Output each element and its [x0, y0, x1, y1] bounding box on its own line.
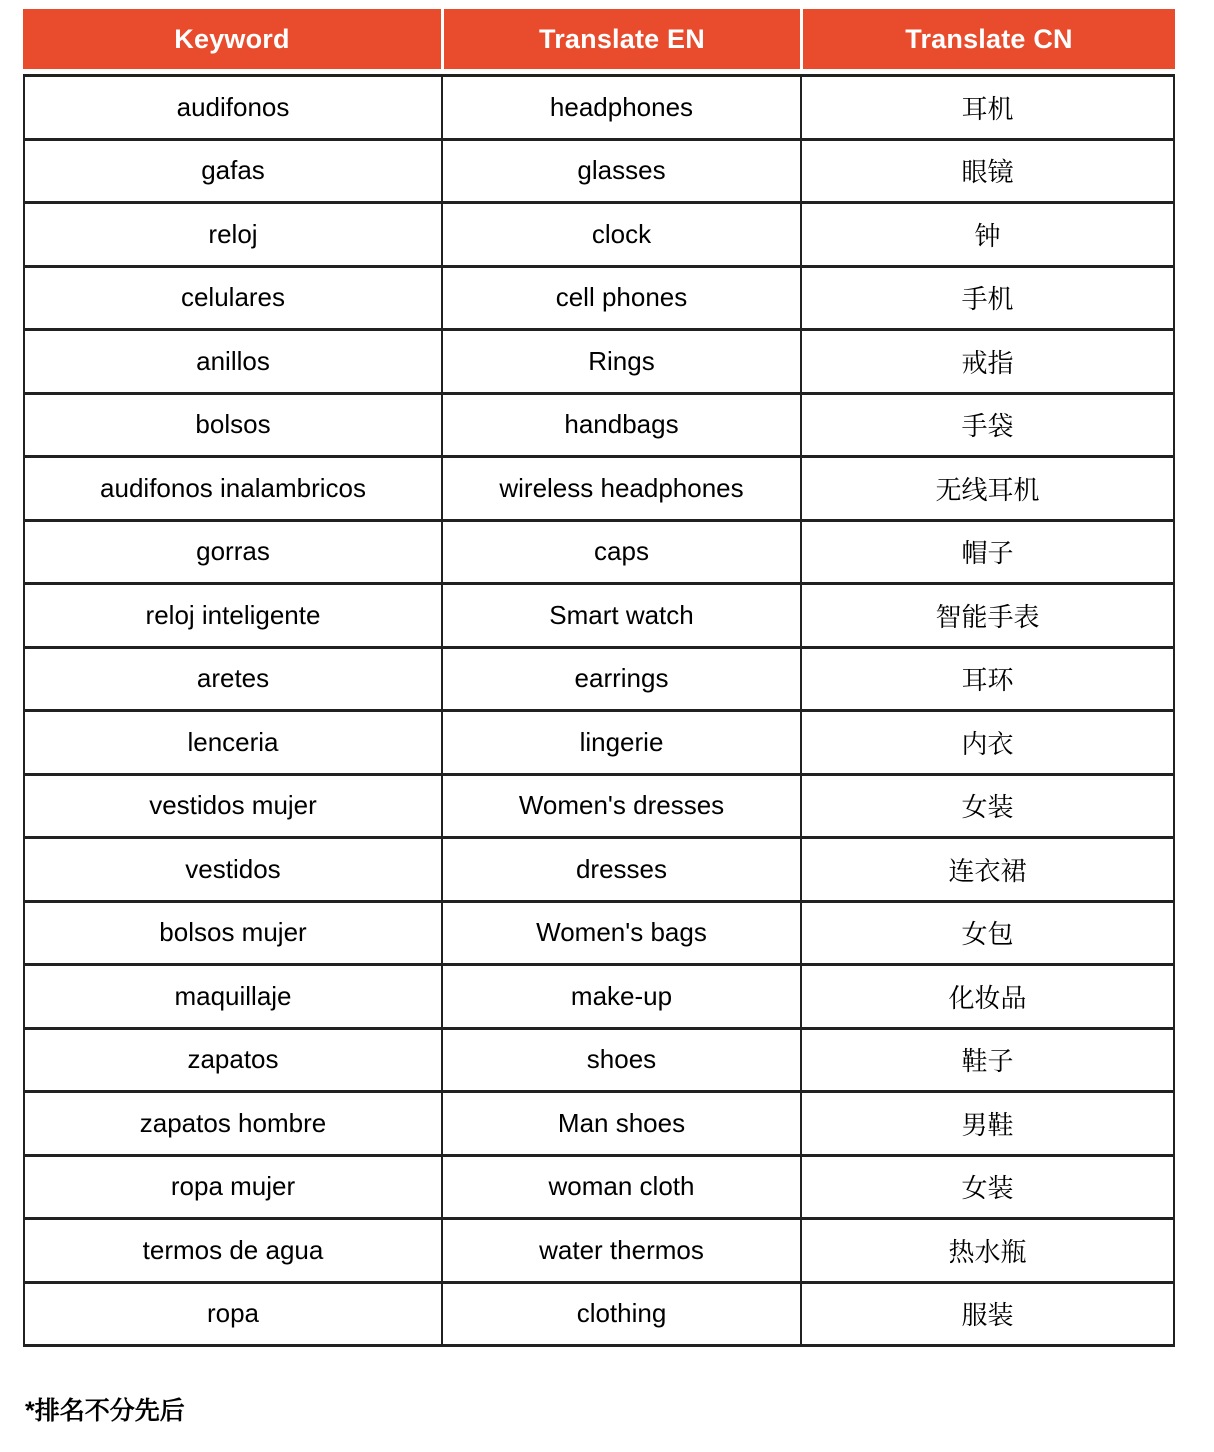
cell-keyword: lenceria: [23, 709, 441, 773]
table-row: [23, 74, 1175, 138]
cell-translate-en: make-up: [441, 963, 800, 1027]
keyword-translation-table: [23, 9, 1175, 1347]
cell-translate-en: earrings: [441, 646, 800, 710]
cell-translate-cn: 热水瓶: [800, 1217, 1175, 1281]
table-row: [23, 455, 1175, 519]
cell-translate-cn: 眼镜: [800, 138, 1175, 202]
table-row: [23, 582, 1175, 646]
cell-translate-en: lingerie: [441, 709, 800, 773]
cell-translate-en: shoes: [441, 1027, 800, 1091]
cell-translate-cn: 帽子: [800, 519, 1175, 583]
cell-translate-cn: 智能手表: [800, 582, 1175, 646]
column-header-keyword: Keyword: [23, 9, 441, 69]
cell-translate-cn: 耳机: [800, 74, 1175, 138]
table-row: [23, 1281, 1175, 1348]
cell-translate-cn: 手袋: [800, 392, 1175, 456]
cell-translate-cn: 女装: [800, 773, 1175, 837]
footnote: *排名不分先后: [25, 1397, 185, 1425]
cell-keyword: maquillaje: [23, 963, 441, 1027]
cell-translate-cn: 内衣: [800, 709, 1175, 773]
cell-keyword: anillos: [23, 328, 441, 392]
cell-keyword: vestidos mujer: [23, 773, 441, 837]
cell-keyword: gafas: [23, 138, 441, 202]
cell-translate-en: glasses: [441, 138, 800, 202]
cell-translate-en: water thermos: [441, 1217, 800, 1281]
table-row: [23, 1090, 1175, 1154]
column-header-translate-cn: Translate CN: [800, 9, 1175, 69]
cell-translate-en: handbags: [441, 392, 800, 456]
cell-translate-cn: 戒指: [800, 328, 1175, 392]
table-row: [23, 138, 1175, 202]
cell-translate-en: Smart watch: [441, 582, 800, 646]
cell-keyword: termos de agua: [23, 1217, 441, 1281]
cell-translate-cn: 女包: [800, 900, 1175, 964]
cell-keyword: celulares: [23, 265, 441, 329]
cell-translate-cn: 耳环: [800, 646, 1175, 710]
cell-translate-en: cell phones: [441, 265, 800, 329]
table-row: [23, 900, 1175, 964]
column-header-translate-en: Translate EN: [441, 9, 800, 69]
cell-translate-en: caps: [441, 519, 800, 583]
table-row: [23, 201, 1175, 265]
table-row: [23, 836, 1175, 900]
cell-keyword: gorras: [23, 519, 441, 583]
cell-translate-cn: 鞋子: [800, 1027, 1175, 1091]
cell-translate-cn: 连衣裙: [800, 836, 1175, 900]
cell-translate-en: woman cloth: [441, 1154, 800, 1218]
cell-translate-en: Women's dresses: [441, 773, 800, 837]
cell-keyword: bolsos: [23, 392, 441, 456]
table-row: [23, 709, 1175, 773]
cell-translate-cn: 化妆品: [800, 963, 1175, 1027]
cell-translate-en: headphones: [441, 74, 800, 138]
cell-translate-en: clock: [441, 201, 800, 265]
cell-keyword: aretes: [23, 646, 441, 710]
cell-keyword: ropa mujer: [23, 1154, 441, 1218]
table-row: [23, 963, 1175, 1027]
cell-keyword: audifonos inalambricos: [23, 455, 441, 519]
table-row: [23, 1154, 1175, 1218]
cell-translate-cn: 服装: [800, 1281, 1175, 1348]
cell-translate-cn: 女装: [800, 1154, 1175, 1218]
table-row: [23, 519, 1175, 583]
table-row: [23, 1217, 1175, 1281]
table-header-row: [23, 9, 1175, 69]
table-row: [23, 646, 1175, 710]
table-row: [23, 328, 1175, 392]
cell-translate-cn: 钟: [800, 201, 1175, 265]
cell-keyword: ropa: [23, 1281, 441, 1348]
cell-translate-en: dresses: [441, 836, 800, 900]
cell-translate-en: wireless headphones: [441, 455, 800, 519]
table-row: [23, 265, 1175, 329]
cell-keyword: reloj inteligente: [23, 582, 441, 646]
cell-translate-en: Man shoes: [441, 1090, 800, 1154]
table-row: [23, 1027, 1175, 1091]
cell-keyword: zapatos hombre: [23, 1090, 441, 1154]
cell-translate-cn: 无线耳机: [800, 455, 1175, 519]
cell-translate-en: Rings: [441, 328, 800, 392]
table-row: [23, 392, 1175, 456]
cell-keyword: reloj: [23, 201, 441, 265]
cell-keyword: bolsos mujer: [23, 900, 441, 964]
cell-translate-cn: 手机: [800, 265, 1175, 329]
cell-translate-en: clothing: [441, 1281, 800, 1348]
cell-keyword: zapatos: [23, 1027, 441, 1091]
cell-keyword: vestidos: [23, 836, 441, 900]
cell-translate-cn: 男鞋: [800, 1090, 1175, 1154]
cell-translate-en: Women's bags: [441, 900, 800, 964]
table-body: [23, 74, 1175, 1347]
cell-keyword: audifonos: [23, 74, 441, 138]
table-row: [23, 773, 1175, 837]
